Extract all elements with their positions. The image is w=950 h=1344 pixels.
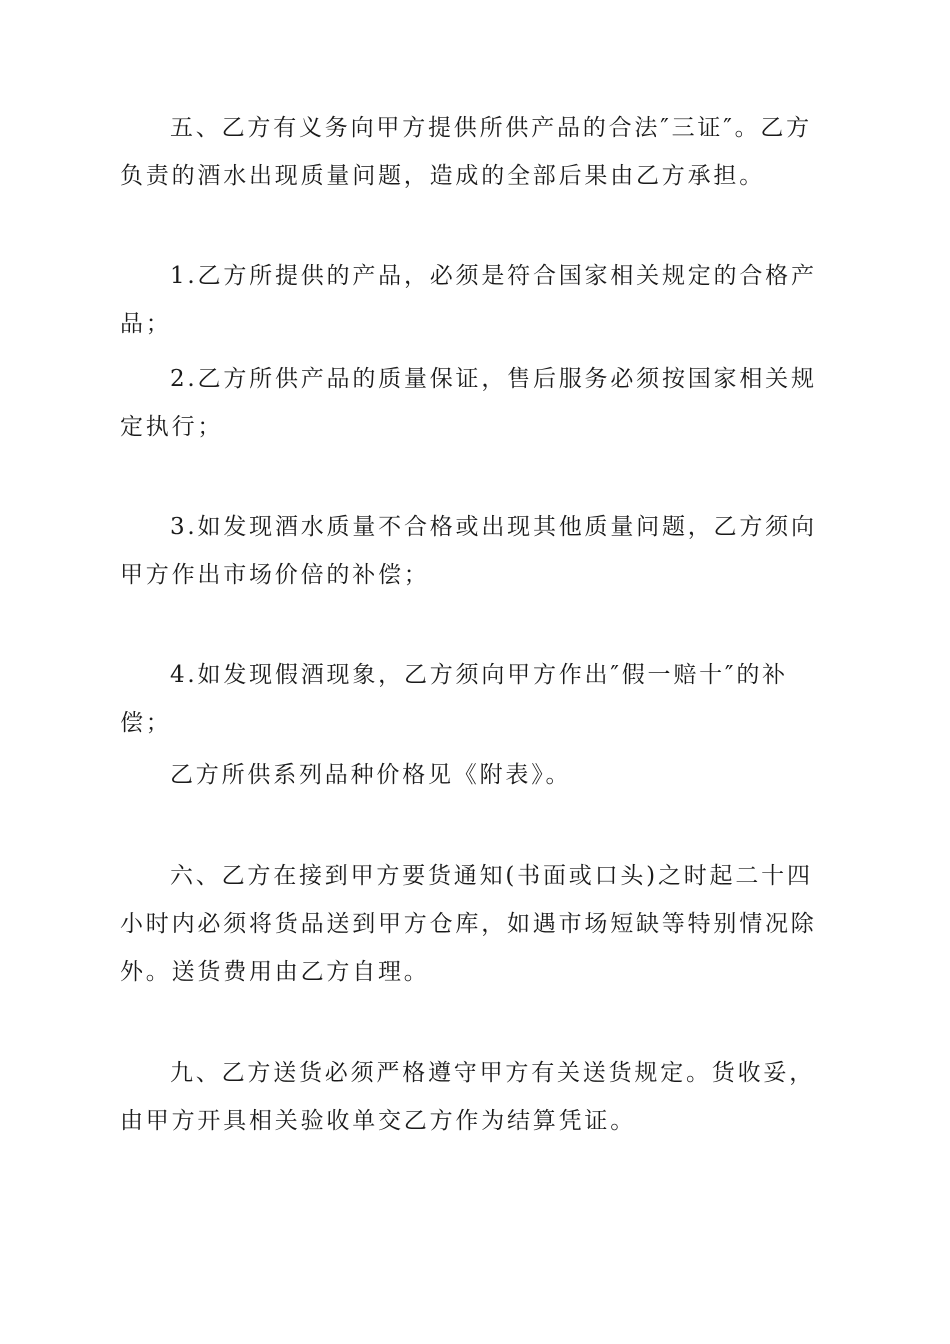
paragraph-section-5: 五、乙方有义务向甲方提供所供产品的合法″三证″。乙方负责的酒水出现质量问题，造成的全部后果由乙方承担。: [120, 115, 812, 189]
paragraph-item-1: 1.乙方所提供的产品，必须是符合国家相关规定的合格产品；: [120, 263, 817, 337]
paragraph-item-4: 4.如发现假酒现象，乙方须向甲方作出″假一赔十″的补偿；: [120, 662, 788, 736]
paragraph-item-3: 3.如发现酒水质量不合格或出现其他质量问题，乙方须向甲方作出市场价倍的补偿；: [120, 514, 817, 588]
paragraph-price-note: 乙方所供系列品种价格见《附表》。: [170, 762, 572, 788]
paragraph-item-2: 2.乙方所供产品的质量保证，售后服务必须按国家相关规定执行；: [120, 366, 817, 440]
paragraph-section-9: 九、乙方送货必须严格遵守甲方有关送货规定。货收妥，由甲方开具相关验收单交乙方作为结算凭证。: [120, 1060, 815, 1134]
paragraph-section-6: 六、乙方在接到甲方要货通知(书面或口头)之时起二十四小时内必须将货品送到甲方仓库，如遇市场短缺等特别情况除外。送货费用由乙方自理。: [120, 863, 817, 985]
